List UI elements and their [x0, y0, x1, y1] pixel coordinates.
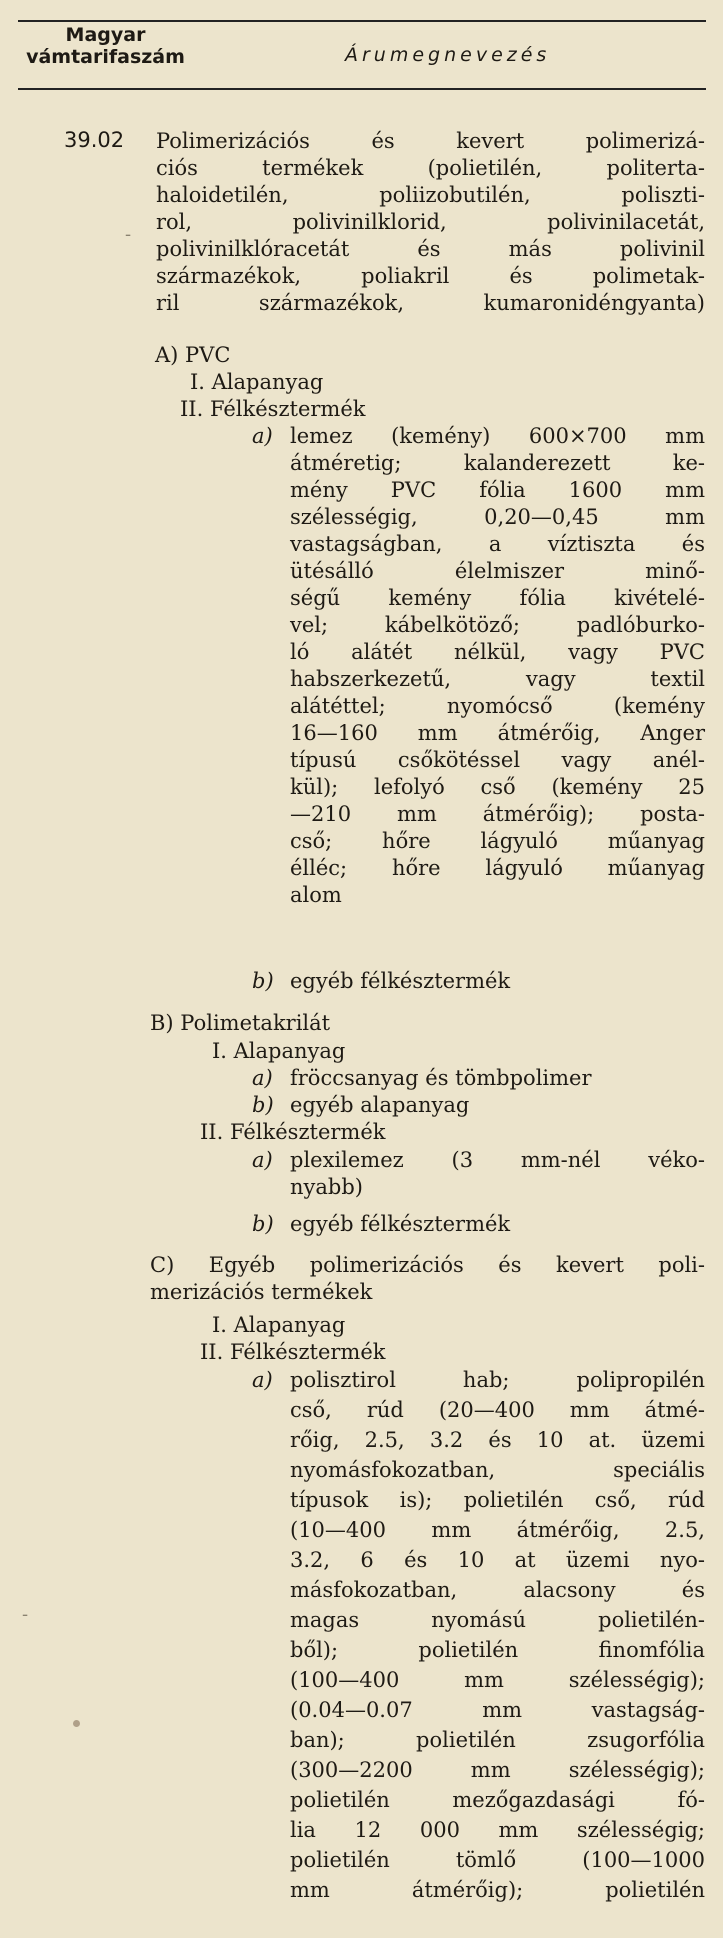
- text-line: Polimerizációs és kevert polimerizá-: [156, 129, 705, 153]
- text-line: rol, polivinilklorid, polivinilacetát,: [156, 210, 705, 234]
- section-a-title: A) PVC: [155, 343, 231, 367]
- text-line: másfokozatban, alacsony és: [290, 1578, 705, 1602]
- margin-dot-mark: [73, 1720, 80, 1727]
- text-line: mény PVC fólia 1600 mm: [290, 478, 705, 502]
- text-line: átméretig; kalanderezett ke-: [290, 451, 705, 475]
- text-line: plexilemez (3 mm-nél véko-: [290, 1148, 705, 1172]
- text-line: ütésálló élelmiszer minő-: [290, 559, 705, 583]
- text-line: polisztirol hab; polipropilén: [290, 1368, 705, 1392]
- text-line: ril származékok, kumaronidéngyanta): [156, 291, 705, 315]
- text-line: —210 mm átmérőig); posta-: [290, 802, 705, 826]
- section-a-alapanyag: I. Alapanyag: [190, 370, 324, 394]
- header-left-line2: vámtarifaszám: [26, 46, 185, 68]
- text-line: mm átmérőig); polietilén: [290, 1878, 705, 1902]
- text-line: polietilén tömlő (100—1000: [290, 1848, 705, 1872]
- text-line: ciós termékek (polietilén, politerta-: [156, 156, 705, 180]
- section-b-alapanyag: I. Alapanyag: [212, 1039, 346, 1063]
- section-c-felkesztermek: II. Félkésztermék: [200, 1340, 386, 1364]
- text-line: alátéttel; nyomócső (kemény: [290, 694, 705, 718]
- text-line: származékok, poliakril és polimetak-: [156, 264, 705, 288]
- section-b-item-iib-marker: b): [252, 1212, 274, 1236]
- margin-dash-mark: -: [22, 1604, 29, 1625]
- text-line: (300—2200 mm szélességig);: [290, 1758, 705, 1782]
- section-b-item-ib-marker: b): [252, 1093, 274, 1117]
- section-b-felkesztermek: II. Félkésztermék: [200, 1120, 386, 1144]
- section-c-alapanyag: I. Alapanyag: [212, 1313, 346, 1337]
- text-line: 16—160 mm átmérőig, Anger: [290, 721, 705, 745]
- text-line: ből); polietilén finomfólia: [290, 1638, 705, 1662]
- section-b-title: B) Polimetakrilát: [150, 1011, 331, 1035]
- section-b-item-ib-text: egyéb alapanyag: [290, 1093, 470, 1117]
- text-line: merizációs termékek: [150, 1280, 373, 1304]
- text-line: (100—400 mm szélességig);: [290, 1668, 705, 1692]
- text-line: vastagságban, a víztiszta és: [290, 532, 705, 556]
- text-line: alom: [290, 883, 342, 907]
- section-b-item-ia-text: fröccsanyag és tömbpolimer: [290, 1066, 592, 1090]
- header-bottom-rule: [18, 88, 706, 90]
- text-line: élléc; hőre lágyuló műanyag: [290, 856, 705, 880]
- text-line: ban); polietilén zsugorfólia: [290, 1728, 705, 1752]
- text-line: nyabb): [290, 1175, 363, 1199]
- text-line: cső, rúd (20—400 mm átmé-: [290, 1398, 705, 1422]
- section-c-item-a-marker: a): [252, 1368, 273, 1392]
- text-line: cső; hőre lágyuló műanyag: [290, 829, 705, 853]
- section-b-item-iib-text: egyéb félkésztermék: [290, 1212, 511, 1236]
- text-line: ségű kemény fólia kivételé-: [290, 586, 705, 610]
- section-b-item-ia-marker: a): [252, 1066, 273, 1090]
- section-a-item-a-marker: a): [252, 424, 273, 448]
- section-b-item-iia-marker: a): [252, 1148, 273, 1172]
- section-a-felkesztermek: II. Félkésztermék: [180, 397, 366, 421]
- text-line: polivinilklóracetát és más polivinil: [156, 237, 705, 261]
- text-line: lia 12 000 mm szélességig;: [290, 1818, 705, 1842]
- text-line: polietilén mezőgazdasági fó-: [290, 1788, 705, 1812]
- text-line: típusok is); polietilén cső, rúd: [290, 1488, 705, 1512]
- text-line: (0.04—0.07 mm vastagság-: [290, 1698, 705, 1722]
- section-a-item-b-marker: b): [252, 969, 274, 993]
- section-a-item-b-text: egyéb félkésztermék: [290, 969, 511, 993]
- text-line: C) Egyéb polimerizációs és kevert poli-: [150, 1253, 705, 1277]
- header-top-rule: [18, 20, 706, 22]
- margin-dash-mark: -: [125, 224, 132, 245]
- text-line: vel; kábelkötöző; padlóburko-: [290, 613, 705, 637]
- header-description-column: Árumegnevezés: [345, 44, 551, 66]
- text-line: ló alátét nélkül, vagy PVC: [290, 640, 705, 664]
- text-line: kül); lefolyó cső (kemény 25: [290, 775, 705, 799]
- text-line: 3.2, 6 és 10 at üzemi nyo-: [290, 1548, 705, 1572]
- header-tariff-number-column: [18, 24, 193, 68]
- text-line: szélességig, 0,20—0,45 mm: [290, 505, 705, 529]
- header-left-line1: Magyar: [65, 24, 146, 46]
- text-line: (10—400 mm átmérőig, 2.5,: [290, 1518, 705, 1542]
- text-line: haloidetilén, poliizobutilén, poliszti-: [156, 183, 705, 207]
- text-line: típusú csőkötéssel vagy anél-: [290, 748, 705, 772]
- text-line: rőig, 2.5, 3.2 és 10 at. üzemi: [290, 1428, 705, 1452]
- text-line: lemez (kemény) 600×700 mm: [290, 424, 705, 448]
- text-line: habszerkezetű, vagy textil: [290, 667, 705, 691]
- text-line: nyomásfokozatban, speciális: [290, 1458, 705, 1482]
- text-line: magas nyomású polietilén-: [290, 1608, 705, 1632]
- tariff-code: 39.02: [64, 128, 125, 152]
